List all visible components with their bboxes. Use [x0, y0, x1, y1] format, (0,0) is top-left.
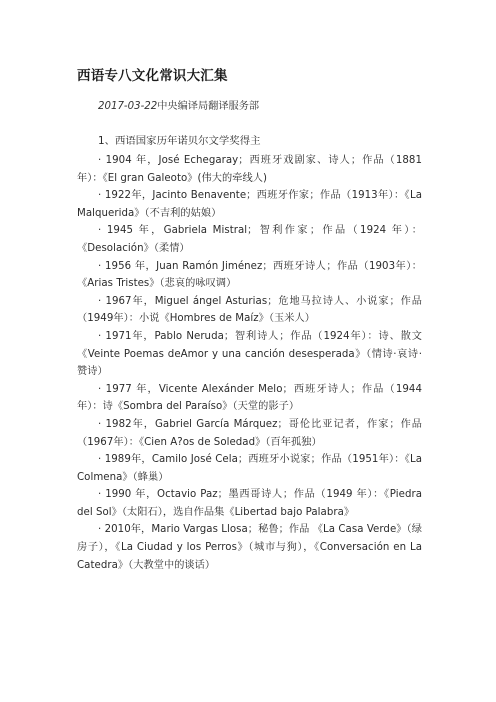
- laureate-entry-2010: · 2010年，Mario Vargas Llosa；秘鲁；作品 《La Casa Verde》（绿房子），《La Ciudad y los Perros》（城市与狗），《Conversación en La Catedra》（大教堂中的谈话）: [77, 524, 422, 571]
- laureate-entry-1922: · 1922年，Jacinto Benavente；西班牙作家；作品（1913年）：《La Malquerida》（不吉利的姑娘）: [77, 190, 422, 219]
- laureate-entry-1982: · 1982年，Gabriel García Márquez；哥伦比亚记者，作家；作品（1967年）：《Cien A?os de Soledad》（百年孤独）: [77, 418, 422, 448]
- publisher-name: 中央编译局翻译服务部: [157, 101, 260, 112]
- section-heading: 1、西语国家历年诺贝尔文学奖得主: [98, 135, 261, 147]
- laureate-entry-1945: · 1945 年，Gabriela Mistral；智利作家；作品（1924 年）：《Desolación》（柔情）: [77, 225, 422, 254]
- laureate-list: [77, 152, 422, 574]
- document-title: 西语专八文化常识大汇集: [77, 68, 228, 84]
- laureate-entry-1956: · 1956 年，Juan Ramón Jiménez；西班牙诗人；作品（1903年）：《Arias Tristes》（悲哀的咏叹调）: [77, 260, 422, 290]
- laureate-entry-1904: · 1904 年，José Echegaray；西班牙戏剧家、诗人；作品（1881年）：《El gran Galeoto》(伟大的牵线人): [77, 155, 422, 184]
- publish-date: 2017-03-22: [98, 101, 158, 112]
- document-meta: [98, 97, 259, 112]
- laureate-entry-1977: · 1977 年，Vicente Alexánder Melo；西班牙诗人；作品（1944年）：诗《Sombra del Paraíso》（天堂的影子）: [77, 383, 422, 413]
- laureate-entry-1989: · 1989年，Camilo José Cela；西班牙小说家；作品（1951年）：《La Colmena》（蜂巢）: [77, 454, 422, 483]
- laureate-entry-1990: · 1990 年，Octavio Paz；墨西哥诗人；作品（1949 年）：《Piedra del Sol》（太阳石），选自作品集《Libertad bajo Palabra》: [77, 489, 422, 518]
- laureate-entry-1967: · 1967年，Miguel ángel Asturias；危地马拉诗人、小说家；作品（1949年）：小说《Hombres de Maíz》（玉米人）: [77, 295, 422, 325]
- laureate-entry-1971: · 1971年，Pablo Neruda；智利诗人；作品（1924年）：诗、散文《Veinte Poemas deAmor y una canción desesperada》（情诗·哀诗·赞诗）: [77, 330, 422, 378]
